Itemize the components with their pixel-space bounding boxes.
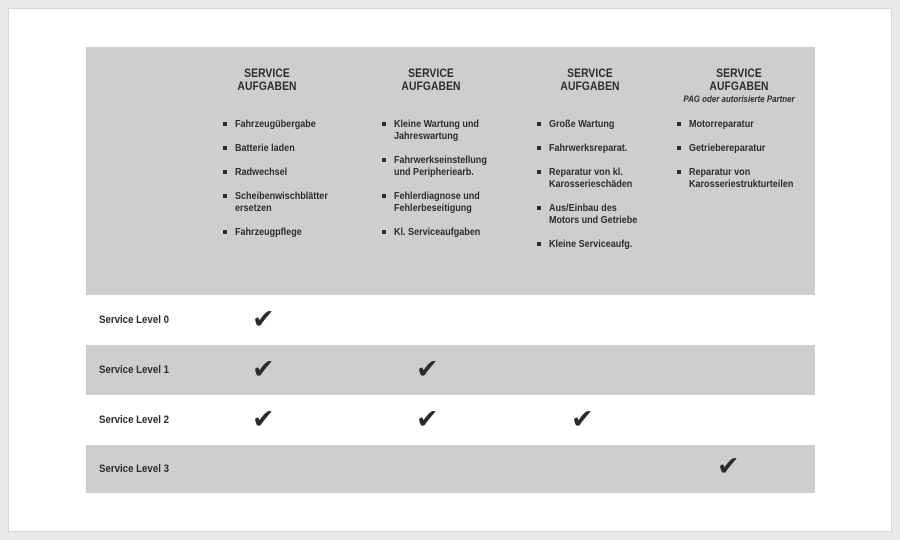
- task-item-text: Reparatur von Karosseriestrukturteilen: [689, 166, 794, 190]
- column-3-title-line2: AUFGABEN: [560, 79, 620, 93]
- column-4-header: [669, 66, 809, 190]
- column-4-subtitle: PAG oder autorisierte Partner: [683, 94, 795, 104]
- column-1-title-line2: AUFGABEN: [237, 79, 297, 93]
- task-item: [537, 118, 652, 130]
- task-item: [223, 118, 343, 130]
- checkmark-icon: ✔: [252, 404, 275, 435]
- task-item: [677, 166, 810, 190]
- task-item-text: Kleine Serviceaufg.: [549, 238, 633, 250]
- column-3-title-line1: SERVICE: [567, 66, 613, 80]
- column-1-header: [204, 66, 330, 238]
- column-3-header: [527, 66, 653, 250]
- task-item: [537, 202, 652, 226]
- task-item-text: Große Wartung: [549, 118, 615, 130]
- column-2-task-list: [382, 118, 502, 250]
- task-item: [537, 166, 652, 190]
- task-item-text: Fahrwerkseinstellung und Peripheriearb.: [394, 154, 487, 178]
- task-item: [223, 142, 343, 154]
- checkmark-icon: ✔: [416, 404, 439, 435]
- service-level-2-row: [86, 395, 815, 445]
- column-4-task-list: [677, 118, 810, 202]
- checkmark-icon: ✔: [571, 404, 594, 435]
- task-item-text: Fahrwerksreparat.: [549, 142, 628, 154]
- column-3-task-list: [537, 118, 652, 262]
- task-item: [382, 118, 502, 142]
- task-item-text: Kleine Wartung und Jahreswartung: [394, 118, 479, 142]
- column-4-title-line2: AUFGABEN: [709, 79, 769, 93]
- task-item: [677, 118, 810, 130]
- column-2-title-line1: SERVICE: [408, 66, 454, 80]
- service-level-1-label: Service Level 1: [99, 364, 169, 376]
- task-item-text: Fehlerdiagnose und Fehlerbeseitigung: [394, 190, 480, 214]
- task-item: [382, 226, 502, 238]
- task-item-text: Scheibenwischblätter ersetzen: [235, 190, 328, 214]
- task-item: [223, 226, 343, 238]
- column-1-title: [213, 67, 321, 93]
- column-4-title: [679, 67, 799, 93]
- task-item-text: Fahrzeugpflege: [235, 226, 302, 238]
- task-item: [223, 166, 343, 178]
- service-level-0-label: Service Level 0: [99, 314, 169, 326]
- task-item-text: Kl. Serviceaufgaben: [394, 226, 481, 238]
- column-1-title-line1: SERVICE: [244, 66, 290, 80]
- checkmark-icon: ✔: [717, 451, 740, 482]
- column-4-title-line1: SERVICE: [716, 66, 762, 80]
- page: [9, 9, 891, 531]
- task-item: [537, 142, 652, 154]
- task-item-text: Radwechsel: [235, 166, 288, 178]
- task-item-text: Batterie laden: [235, 142, 295, 154]
- task-item-text: Motorreparatur: [689, 118, 754, 130]
- column-2-header: [368, 66, 494, 238]
- task-item-text: Aus/Einbau des Motors und Getriebe: [549, 202, 638, 226]
- task-item: [382, 154, 502, 178]
- column-3-title: [536, 67, 644, 93]
- service-level-3-label: Service Level 3: [99, 463, 169, 475]
- task-item: [223, 190, 343, 214]
- task-item: [537, 238, 652, 250]
- column-2-title-line2: AUFGABEN: [401, 79, 461, 93]
- task-item: [382, 190, 502, 214]
- checkmark-icon: ✔: [252, 354, 275, 385]
- task-item: [677, 142, 810, 154]
- service-level-1-row: [86, 345, 815, 395]
- service-level-2-label: Service Level 2: [99, 414, 169, 426]
- task-item-text: Getriebereparatur: [689, 142, 766, 154]
- service-level-0-row: [86, 295, 815, 345]
- task-item-text: Fahrzeugübergabe: [235, 118, 316, 130]
- checkmark-icon: ✔: [252, 304, 275, 335]
- column-2-title: [377, 67, 485, 93]
- matrix-header: [86, 47, 815, 295]
- checkmark-icon: ✔: [416, 354, 439, 385]
- task-item-text: Reparatur von kl. Karosserieschäden: [549, 166, 633, 190]
- service-level-3-row: [86, 445, 815, 493]
- service-level-matrix: [86, 47, 815, 493]
- column-1-task-list: [223, 118, 343, 250]
